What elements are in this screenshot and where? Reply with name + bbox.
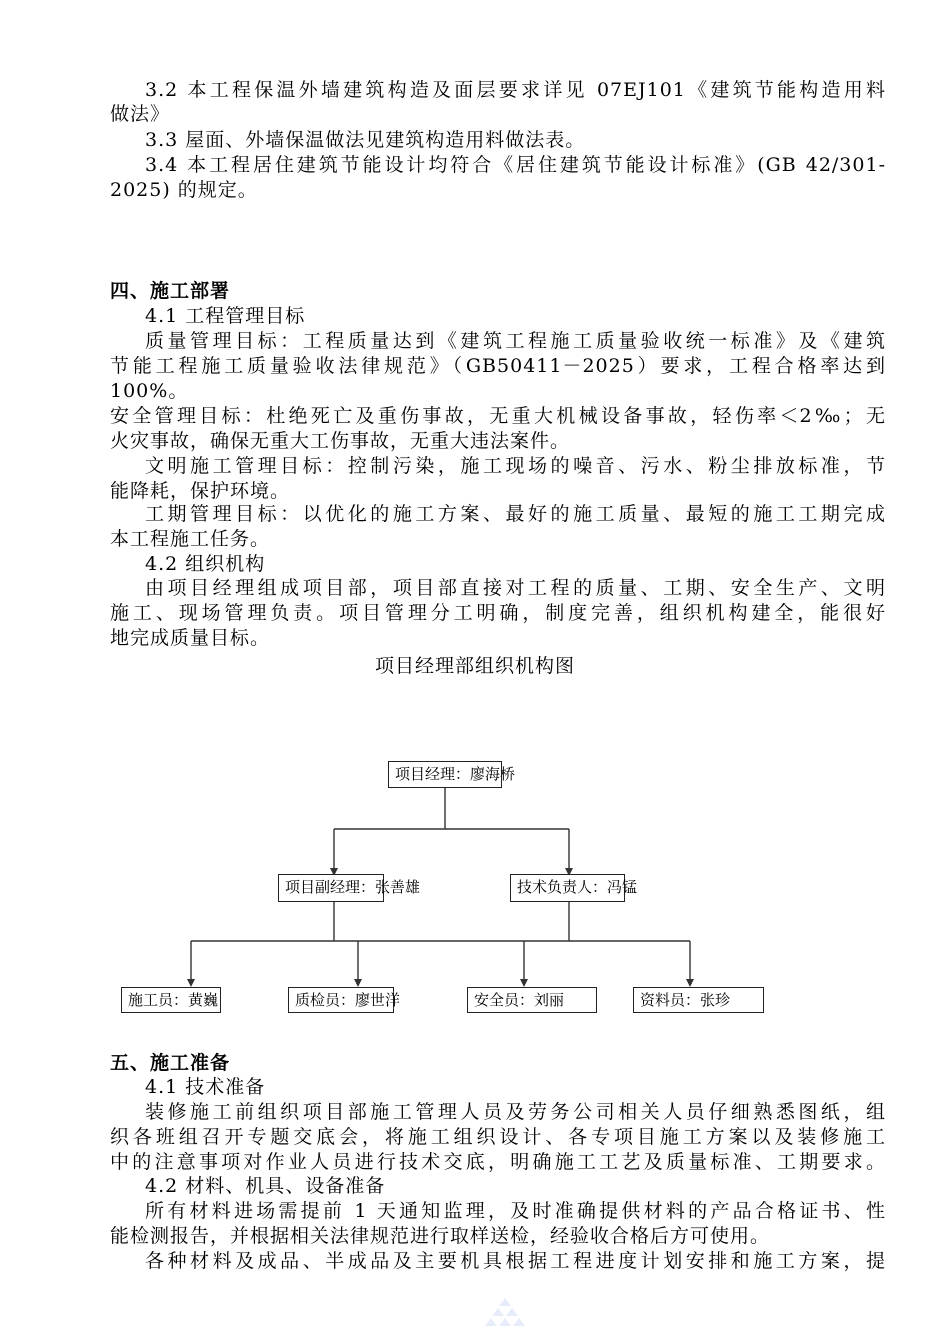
para-3-2-line2: 做法》 (110, 103, 171, 125)
subsection-4-1: 4.1 工程管理目标 (145, 305, 306, 327)
subsection-5-1: 4.1 技术准备 (145, 1076, 266, 1098)
org-text-line1: 由项目经理组成项目部，项目部直接对工程的质量、工期、安全生产、文明 (145, 577, 886, 599)
org-label-safety-officer: 安全员：刘丽 (474, 991, 565, 1009)
material-prep-line3: 各种材料及成品、半成品及主要机具根据工程进度计划安排和施工方案，提 (145, 1250, 886, 1272)
org-box-deputy-manager (278, 874, 421, 902)
org-box-project-manager (388, 761, 516, 788)
org-label-construction-worker: 施工员：黄巍 (128, 991, 219, 1009)
para-3-3: 3.3 屋面、外墙保温做法见建筑构造用料做法表。 (145, 129, 586, 151)
org-label-tech-lead: 技术负责人：冯锰 (517, 878, 638, 896)
schedule-goal-line1: 工期管理目标：以优化的施工方案、最好的施工质量、最短的施工工期完成 (145, 503, 886, 525)
section-4-heading: 四、施工部署 (110, 280, 231, 302)
safety-goal-line1: 安全管理目标：杜绝死亡及重伤事故，无重大机械设备事故，轻伤率＜2‰；无 (110, 405, 886, 427)
org-box-tech-lead (510, 874, 638, 902)
safety-goal-line2: 火灾事故，确保无重大工伤事故，无重大违法案件。 (110, 430, 571, 452)
subsection-5-2: 4.2 材料、机具、设备准备 (145, 1175, 386, 1197)
org-label-quality-inspector: 质检员：廖世洋 (295, 991, 401, 1009)
material-prep-line1: 所有材料进场需提前 1 天通知监理，及时准确提供材料的产品合格证书、性 (145, 1200, 886, 1222)
org-box-construction-worker (121, 987, 221, 1013)
subsection-4-2: 4.2 组织机构 (145, 553, 266, 575)
civil-goal-line1: 文明施工管理目标：控制污染，施工现场的噪音、污水、粉尘排放标准，节 (145, 455, 886, 477)
tech-prep-line3: 中的注意事项对作业人员进行技术交底，明确施工工艺及质量标准、工期要求。 (110, 1151, 886, 1173)
tech-prep-line1: 装修施工前组织项目部施工管理人员及劳务公司相关人员仔细熟悉图纸，组 (145, 1101, 886, 1123)
org-label-deputy-manager: 项目副经理：张善雄 (285, 878, 421, 896)
org-label-project-manager: 项目经理：廖海桥 (395, 765, 516, 783)
org-label-document-clerk: 资料员：张珍 (640, 991, 731, 1009)
org-box-safety-officer (467, 987, 597, 1013)
org-box-quality-inspector (288, 987, 401, 1013)
quality-goal-line2: 节能工程施工质量验收法律规范》（GB50411－2025）要求，工程合格率达到 (110, 355, 886, 377)
tech-prep-line2: 织各班组召开专题交底会，将施工组织设计、各专项目施工方案以及装修施工 (110, 1126, 886, 1148)
watermark-logo-icon (484, 1296, 526, 1332)
org-box-document-clerk (633, 987, 764, 1013)
material-prep-line2: 能检测报告，并根据相关法律规范进行取样送检，经验收合格后方可使用。 (110, 1225, 771, 1247)
section-5-heading: 五、施工准备 (110, 1052, 231, 1074)
org-chart-title: 项目经理部组织机构图 (374, 655, 575, 677)
quality-goal-line3: 100%。 (110, 380, 189, 402)
quality-goal-line1: 质量管理目标：工程质量达到《建筑工程施工质量验收统一标准》及《建筑 (145, 330, 886, 352)
para-3-4-line1: 3.4 本工程居住建筑节能设计均符合《居住建筑节能设计标准》(GB 42/301- (145, 154, 886, 176)
civil-goal-line2: 能降耗，保护环境。 (110, 480, 291, 502)
para-3-4-line2: 2025) 的规定。 (110, 179, 258, 201)
org-text-line3: 地完成质量目标。 (110, 627, 271, 649)
org-text-line2: 施工、现场管理负责。项目管理分工明确，制度完善，组织机构建全，能很好 (110, 602, 886, 624)
para-3-2-line1: 3.2 本工程保温外墙建筑构造及面层要求详见 07EJ101《建筑节能构造用料 (145, 79, 886, 101)
schedule-goal-line2: 本工程施工任务。 (110, 528, 271, 550)
